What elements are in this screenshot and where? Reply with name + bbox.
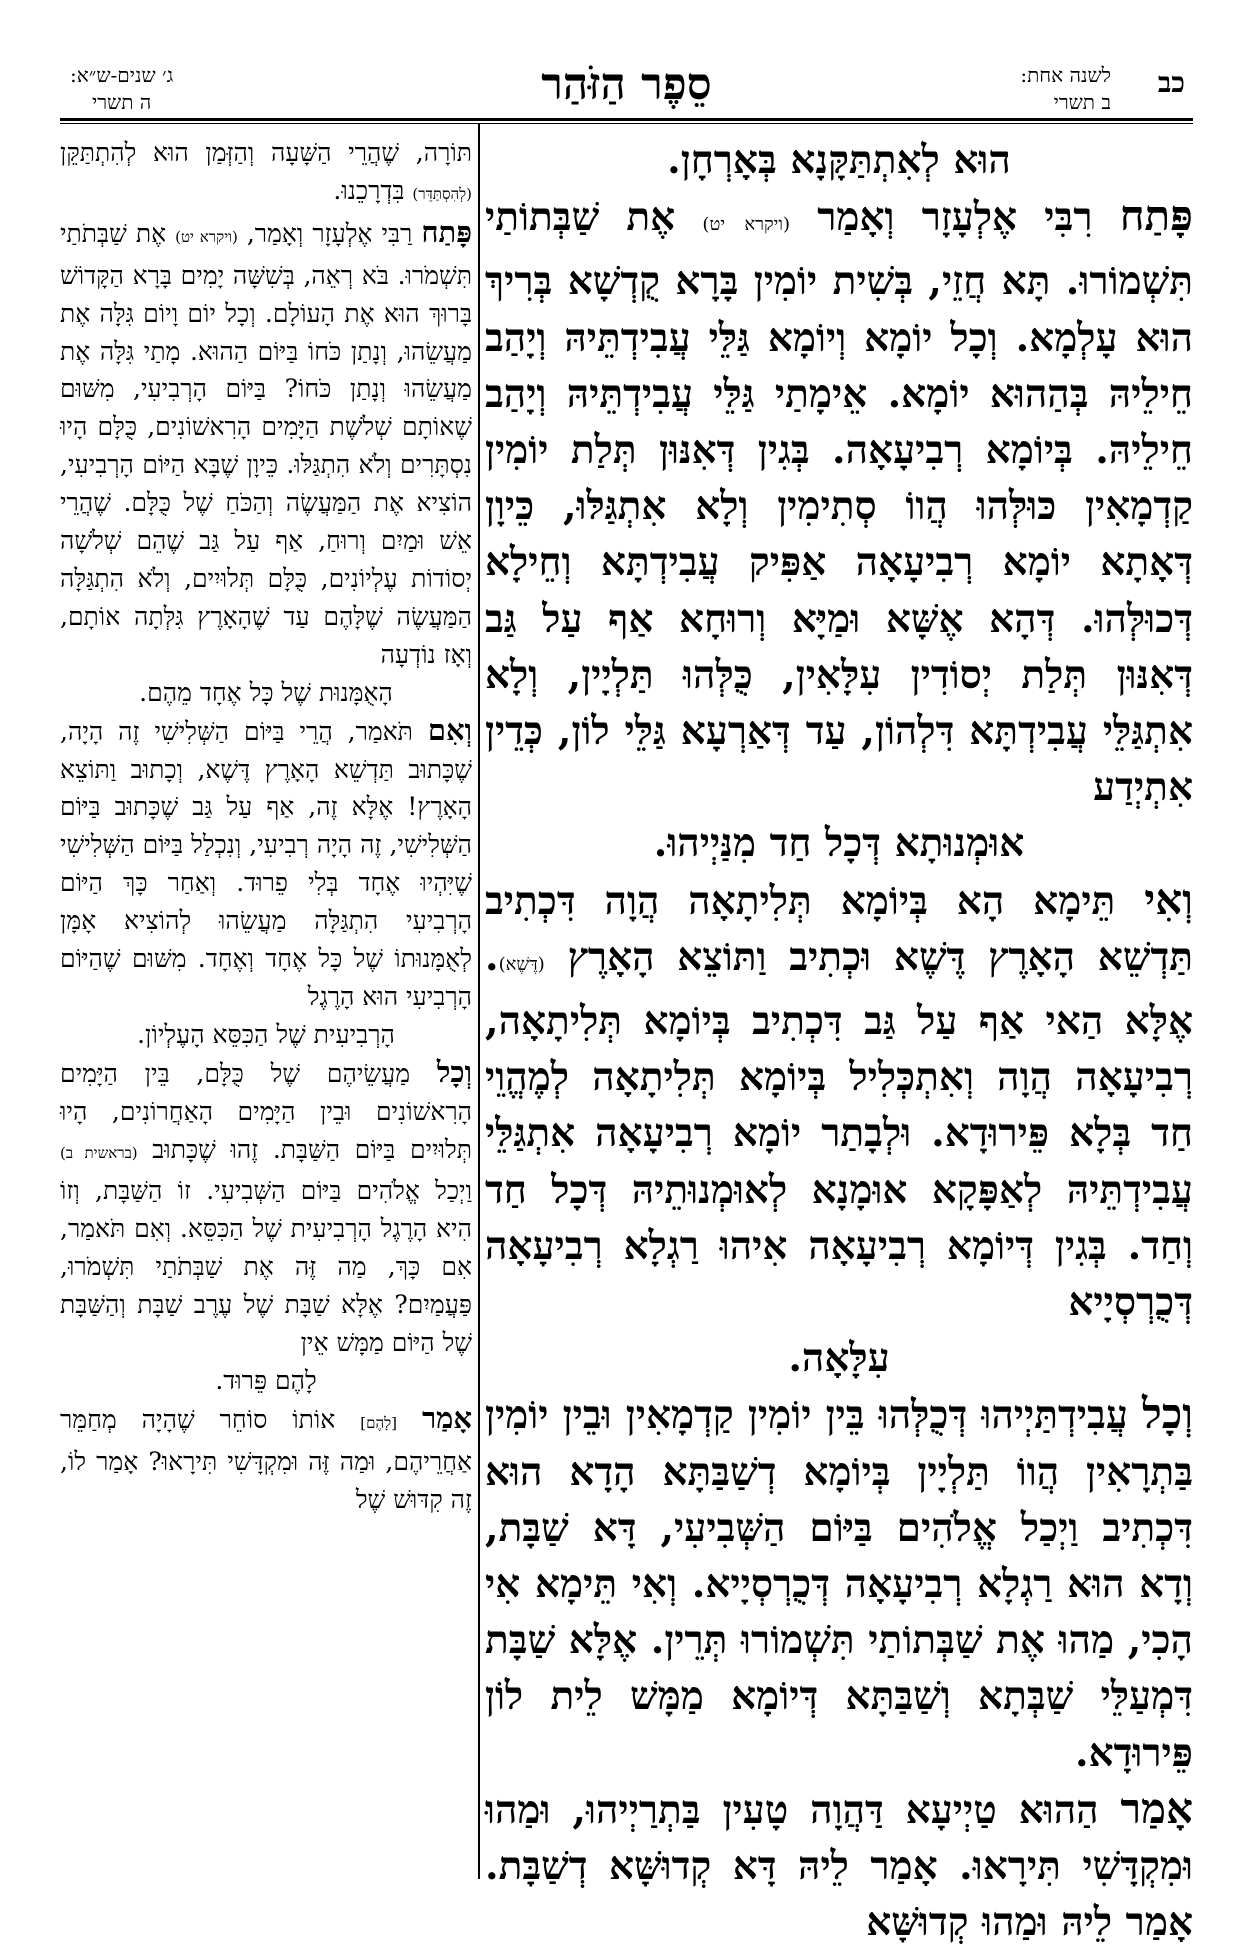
commentary-text: בִּדְרָכֵנוּ.: [333, 175, 413, 205]
commentary-paragraph: [60, 214, 472, 674]
main-source-reference: (דֶּשֶׁא): [498, 953, 545, 975]
main-closing-line: הוּא לְאִתְתַּקָּנָא בְּאָרְחָן.: [667, 137, 1011, 183]
commentary-text: [397, 1405, 422, 1434]
main-opening-word: אָמַר: [1120, 1783, 1193, 1833]
commentary-source-reference: (בראשית ב): [60, 1143, 138, 1162]
commentary-closing-line: הָאֻמָּנוּת שֶׁל כָּל אֶחָד מֵהֶם.: [139, 677, 393, 707]
main-opening-word: וְכָל: [1142, 1389, 1193, 1439]
main-text: . אֶלָּא הַאי אַף עַל גַּב דִּכְתִיב בְּיוֹמָא תְּלִיתָאָה, רְבִיעָאָה הֲוָה וְאִתְכְּלִיל בְּיוֹמָא תְּלִיתָאָה לְמֶהֱוֵי חַד בְּלָא פֵּירוּדָא. וּלְבָתַר יוֹמָא רְבִיעָאָה אִתְגַּלֵּי עֲבִידְתֵּיהּ לְאַפָּקָא אוּמָנָא לְאוּמְנוּתֵיהּ דְּכָל חַד וְחַד. בְּגִין דְּיוֹמָא רְבִיעָאָה אִיהוּ רַגְלָא רְבִיעָאָה דְּכֻרְסְיָיא: [485, 933, 1193, 1326]
main-text: עֲבִידְתַּיְיהוּ דְּכֻלְּהוּ בֵּין יוֹמִין קַדְמָאִין וּבֵין יוֹמִין בַּתְרָאִין הֲווֹ תַּלְיָין בְּיוֹמָא דְשַׁבַּתָּא הָדָא הוּא דִּכְתִיב וַיְכַל אֱלֹהִים בַּיּוֹם הַשְּׁבִיעִי, דָּא שַׁבָּת, וְדָא הוּא רַגְלָא רְבִיעָאָה דְּכֻרְסְיָיא. וְאִי תֵּימָא אִי הָכִי, מַהוּ אֶת שַׁבְּתוֹתַי תִּשְׁמוֹרוּ תְּרֵין. אֶלָּא שַׁבָּת דִּמְעַלֵּי שַׁבְּתָא וְשַׁבַּתָּא דְּיוֹמָא מַמָּשׁ לֵית לוֹן פֵּירוּדָא.: [485, 1392, 1193, 1776]
main-paragraph: [485, 1330, 1193, 1386]
main-paragraph: [485, 872, 1193, 1331]
commentary-text: תּוֹרָה, שֶׁהֲרֵי הַשָּׁעָה וְהַזְּמַן הוּא לְהִתְתַּקֵּן: [60, 138, 472, 167]
commentary-source-reference: [לָהֶם]: [360, 1413, 397, 1432]
book-title: סֵפֶר הַזֹּהַר: [541, 59, 712, 110]
commentary-column: [60, 134, 472, 1874]
commentary-opening-word: וְכָל: [436, 1054, 472, 1089]
header-rule-thin: [60, 123, 1193, 124]
header-rule: [60, 118, 1193, 121]
commentary-text: מַעֲשֵׂיהֶם שֶׁל כֻּלָּם, בֵּין הַיָּמִים הָרִאשׁוֹנִים וּבֵין הַיָּמִים הָאַחֲרוֹנִים, הָיוּ תְּלוּיִים בַּיּוֹם הַשַּׁבָּת. זֶהוּ שֶׁכָּתוּב: [60, 1058, 472, 1164]
commentary-text: אוֹתוֹ סוֹחֵר שֶׁהָיָה מְחַמֵּר אַחֲרֵיהֶם, וּמַה זֶּה וּמִקְדָּשִׁי תִּירָאוּ? אָמַר לוֹ, זֶה קִדּוּשׁ שֶׁל: [60, 1404, 472, 1514]
main-paragraph: [485, 188, 1193, 815]
main-text: אֶת שַׁבְּתוֹתַי תִּשְׁמוֹרוּ. תָּא חֲזֵי, בְּשִׁית יוֹמִין בָּרָא קֻדְשָׁא בְּרִיךְ הוּא עָלְמָא. וְכָל יוֹמָא וְיוֹמָא גַּלֵּי עֲבִידְתֵּיהּ וְיָהַב חֵילֵיהּ בְּהַהוּא יוֹמָא. אֵימָתַי גַּלֵּי עֲבִידְתֵּיהּ וְיָהַב חֵילֵיהּ. בְּיוֹמָא רְבִיעָאָה. בְּגִין דְּאִנּוּן תְּלַת יוֹמִין קַדְמָאִין כּוּלְּהוּ הֲווֹ סְתִימִין וְלָא אִתְגַּלּוּ, כֵּיוָן דְּאָתָא יוֹמָא רְבִיעָאָה אַפִּיק עֲבִידְתָּא וְחֵילָא דְּכוּלְּהוּ. דְּהָא אֶשָּׁא וּמַיָּא וְרוּחָא אַף עַל גַּב דְּאִנּוּן תְּלַת יְסוֹדִין עִלָּאִין, כֻּלְּהוּ תַּלְיָין, וְלָא אִתְגַּלֵּי עֲבִידְתָּא דִּלְהוֹן, עַד דְּאַרְעָא גַּלֵּי לוֹן, כְּדֵין אִתְיְדַע: [485, 194, 1193, 811]
header-right-line2: ב תשרי: [1053, 90, 1111, 114]
main-text-column: [485, 132, 1194, 1946]
main-text: הַהוּא טַיְיעָא דַּהֲוָה טָעִין בַּתְרַיְיהוּ, וּמַהוּ וּמִקְדָּשִׁי תִּירָאוּ. אָמַר לֵיהּ דָּא קְדוּשָּׁא דְשַׁבָּת. אָמַר לֵיהּ וּמַהוּ קְדוּשָּׁא: [485, 1786, 1193, 1946]
main-opening-word: פָּתַח: [1119, 191, 1194, 241]
main-text: רִבִּי אֶלְעָזָר וְאָמַר: [790, 194, 1120, 241]
main-closing-line: אוּמְנוּתָא דְּכָל חַד מִנַּיְיהוּ.: [653, 820, 1025, 867]
header-right-line1: לשנה אחת:: [1020, 63, 1111, 87]
main-paragraph: [485, 1781, 1193, 1951]
commentary-opening-word: פָּתַח: [421, 214, 472, 249]
commentary-closing-line: הָרְבִיעִית שֶׁל הַכִּסֵּא הָעֶלְיוֹן.: [137, 1019, 395, 1049]
commentary-opening-word: וְאִם: [427, 712, 472, 747]
main-paragraph: [485, 132, 1193, 188]
commentary-paragraph: [60, 1016, 472, 1054]
commentary-paragraph: [60, 1362, 472, 1400]
column-divider: [478, 124, 480, 1879]
commentary-opening-word: אָמַר: [421, 1400, 472, 1435]
page-header: [60, 58, 1193, 118]
commentary-closing-line: לָהֶם פֵּרוּד.: [215, 1366, 317, 1395]
commentary-paragraph: [60, 1400, 472, 1519]
commentary-paragraph: [60, 712, 472, 1016]
commentary-text: תֹּאמַר, הֲרֵי בַּיּוֹם הַשְּׁלִישִׁי זֶה הָיָה, שֶׁכָּתוּב תַּדְשֵׁא הָאָרֶץ דֶּשֶׁא, וְכָתוּב וַתּוֹצֵא הָאָרֶץ! אֶלָּא זֶה, אַף עַל גַּב שֶׁכָּתוּב בַּיּוֹם הַשְּׁלִישִׁי, זֶה הָיָה רְבִיעִי, וְנִכְלַל בַּיּוֹם הַשְּׁלִישִׁי שֶׁיִּהְיוּ אֶחָד בְּלִי פֵרוּד. וְאַחַר כָּךְ הַיּוֹם הָרְבִיעִי הִתְגַּלָּה מַעֲשֵׂהוּ לְהוֹצִיא אָמָּן לְאֻמָּנוּתוֹ שֶׁל כָּל אֶחָד וְאֶחָד. מִשּׁוּם שֶׁהַיּוֹם הָרְבִיעִי הוּא הָרֶגֶל: [60, 716, 472, 1011]
commentary-source-reference: (ויקרא יט): [175, 227, 238, 246]
commentary-text: וַיְכַל אֱלֹהִים בַּיּוֹם הַשְּׁבִיעִי. זוֹ הַשַּׁבָּת, וְזוֹ הִיא הָרֶגֶל הָרְבִיעִית שֶׁל הַכִּסֵּא. וְאִם תֹּאמַר, אִם כָּךְ, מַה זֶּה אֶת שַׁבְּתֹתַי תִּשְׁמֹרוּ, פַּעֲמַיִם? אֶלָּא שַׁבָּת שֶׁל עֶרֶב שַׁבָּת וְהַשַּׁבָּת שֶׁל הַיּוֹם מַמָּשׁ אֵין: [60, 1176, 472, 1358]
header-left-line1: ג׳ שנים-ש״א:: [70, 63, 174, 87]
main-paragraph: [485, 815, 1193, 871]
main-paragraph: [485, 1386, 1193, 1780]
main-closing-line: עִלָּאָה.: [788, 1335, 890, 1382]
commentary-paragraph: [60, 134, 472, 214]
header-left-line2: ה תשרי: [91, 90, 152, 114]
header-left-block: [70, 62, 173, 116]
commentary-paragraph: [60, 674, 472, 712]
commentary-source-reference: (לְהִסְתַּדֵּר): [412, 184, 472, 203]
commentary-paragraph: [60, 1054, 472, 1362]
main-source-reference: (ויקרא יט): [702, 214, 791, 236]
commentary-text: אֶת שַׁבְּתֹתַי תִּשְׁמֹרוּ. בֹּא רְאֵה, בְּשִׁשָּׁה יָמִים בָּרָא הַקָּדוֹשׁ בָּרוּךְ הוּא אֶת הָעוֹלָם. וְכָל יוֹם וָיוֹם גִּלָּה אֶת מַעֲשֵׂהוּ, וְנָתַן כֹּחוֹ בַּיּוֹם הַהוּא. מָתַי גִּלָּה אֶת מַעֲשֵׂהוּ וְנָתַן כֹּחוֹ? בַּיּוֹם הָרְבִיעִי, מִשּׁוּם שֶׁאוֹתָם שְׁלֹשֶׁת הַיָּמִים הָרִאשׁוֹנִים, כֻּלָּם הָיוּ נִסְתָּרִים וְלֹא הִתְגַּלּוּ. כֵּיוָן שֶׁבָּא הַיּוֹם הָרְבִיעִי, הוֹצִיא אֶת הַמַּעֲשֶׂה וְהַכֹּחַ שֶׁל כֻּלָּם. שֶׁהֲרֵי אֵשׁ וּמַיִם וְרוּחַ, אַף עַל גַּב שֶׁהֵם שְׁלֹשָׁה יְסוֹדוֹת עֶלְיוֹנִים, כֻּלָּם תְּלוּיִים, וְלֹא הִתְגַּלָּה הַמַּעֲשֶׂה שֶׁלָּהֶם עַד שֶׁהָאָרֶץ גִּלְּתָה אוֹתָם, וְאָז נוֹדְעָה: [60, 218, 472, 669]
main-opening-word: וְאִי: [1144, 874, 1193, 924]
page-number: כב: [1157, 66, 1185, 99]
commentary-text: רַבִּי אֶלְעָזָר וְאָמַר,: [237, 218, 422, 248]
main-text: תֵּימָא הָא בְּיוֹמָא תְּלִיתָאָה הֲוָה דִּכְתִיב תַּדְשֵׁא הָאָרֶץ דֶּשֶׁא וּכְתִיב וַתּוֹצֵא הָאָרֶץ: [485, 877, 1193, 980]
